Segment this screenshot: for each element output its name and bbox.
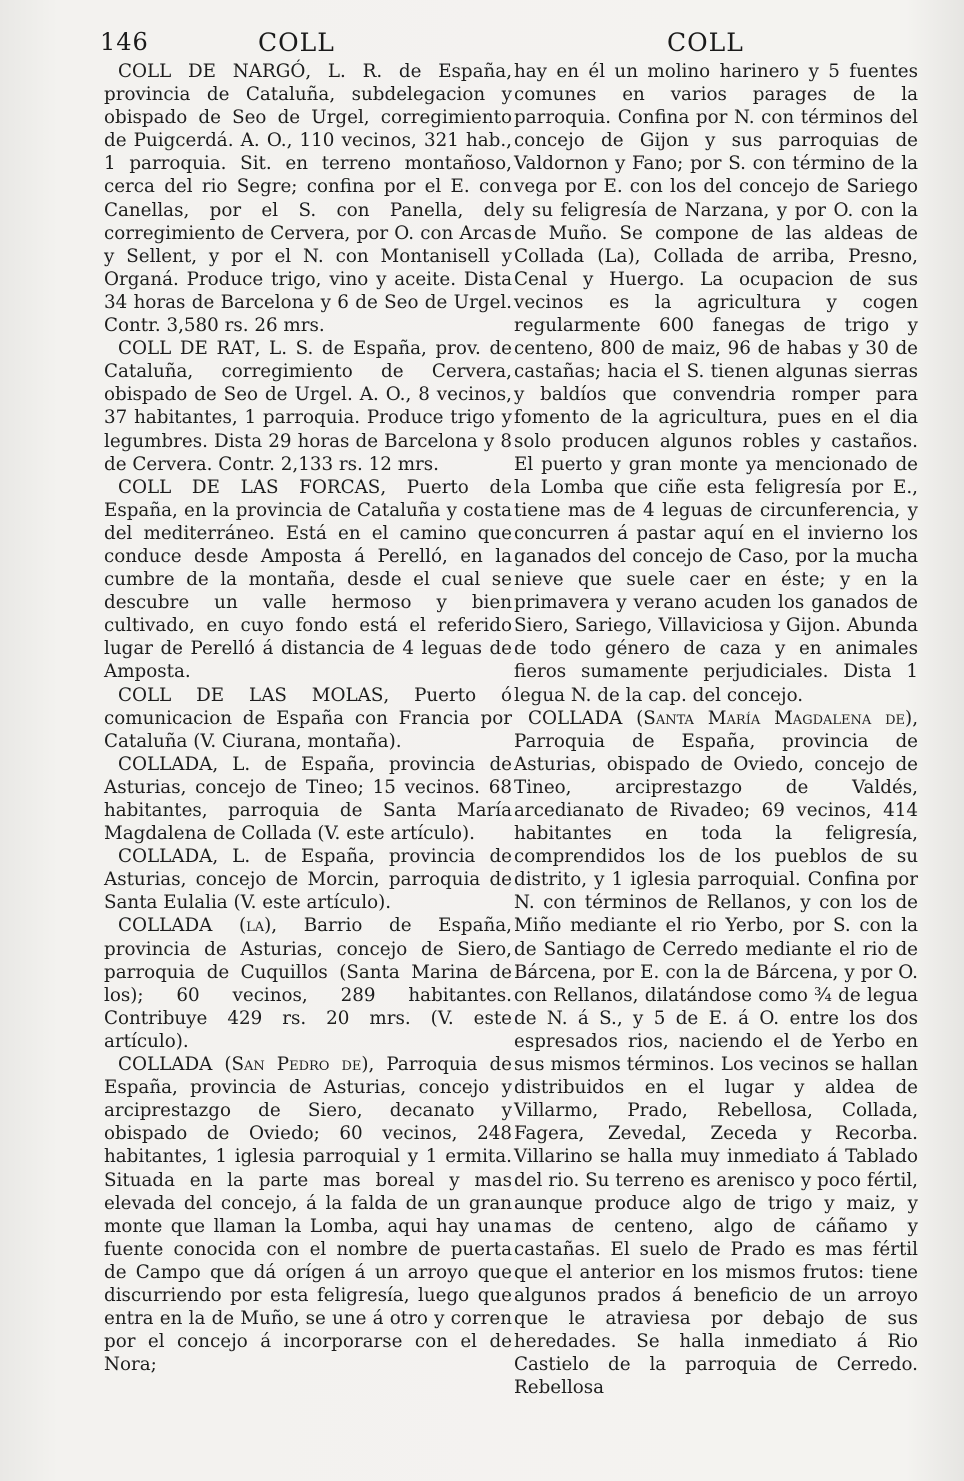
dictionary-entry bbox=[514, 707, 918, 1400]
entry-text: , L. S. de España, prov. de Cataluña, corregimiento de Cervera, obispado de Seo de Urgel. A. O., 8 vecinos, 37 habitantes, 1 parroquia. Produce trigo y legumbres. Dista 29 horas de Barcelona y 8 de Cervera. Contr. 2,133 rs. 12 mrs. bbox=[104, 338, 512, 475]
entry-headword: COLLADA bbox=[118, 753, 213, 775]
entry-headword: COLL DE NARGÓ bbox=[118, 61, 306, 82]
entry-headword: COLLADA bbox=[118, 846, 213, 868]
dictionary-entry bbox=[104, 753, 512, 845]
entry-headword: COLLADA (la) bbox=[118, 915, 272, 937]
entry-text: , L. de España, provincia de Asturias, concejo de Morcin, parroquia de Santa Eulalia (V. este artículo). bbox=[104, 846, 512, 914]
entry-text: , Parroquia de España, provincia de Asturias, obispado de Oviedo, concejo de Tineo, arciprestazgo de Valdés, arcedianato de Rivadeo; 69 vecinos, 414 habitantes en toda la feligresía, comprendidos los de los pueblos de su distrito, y 1 iglesia parroquial. Confina por N. con términos de Rellanos, y con los de Miño mediante el rio Yerbo, por S. con la de Santiago de Cerredo mediante el rio de Bárcena, por E. con la de Bárcena, y por O. con Rellanos, dilatándose como ¾ de legua de N. á S., y 5 de E. á O. entre los dos espresados rios, naciendo el de Yerbo en sus mismos términos. Los vecinos se hallan distribuidos en el lugar y aldea de Villarmo, Prado, Rebellosa, Collada, Fagera, Zevedal, Zeceda y Recorba. Villarino se halla muy inmediato á Tablado del rio. Su terreno es arenisco y poco fértil, aunque produce algo de trigo y maiz, y mas de centeno, algo de cáñamo y castañas. El suelo de Prado es mas fértil que el anterior en los mismos frutos: tiene algunos prados á beneficio de un arroyo que le atraviesa por debajo de sus heredades. Se halla inmediato á Rio Castielo de la parroquia de Cerredo. Rebellosa bbox=[514, 707, 918, 1399]
entry-text: , Puerto ó comunicacion de España con Francia por Cataluña (V. Ciurana, montaña). bbox=[104, 684, 512, 752]
right-running-head: COLL bbox=[667, 28, 744, 57]
entry-headword: COLL DE LAS MOLAS bbox=[118, 684, 384, 706]
left-column bbox=[104, 60, 512, 1376]
dictionary-entry bbox=[104, 845, 512, 914]
dictionary-entry bbox=[104, 60, 512, 337]
entry-text: , Puerto de España, en la provincia de Cataluña y costa del mediterráneo. Está en el camino que conduce desde Amposta á Perelló, en la cumbre de la montaña, desde el cual se descubre un valle hermoso y bien cultivado, en cuyo fondo está el referido lugar de Perelló á distancia de 4 leguas de Amposta. bbox=[104, 476, 512, 683]
running-header bbox=[0, 26, 964, 60]
dictionary-entry bbox=[104, 476, 512, 684]
entry-headword: COLLADA (San Pedro de) bbox=[118, 1054, 369, 1076]
dictionary-entry-continued bbox=[514, 60, 918, 707]
page-number: 146 bbox=[100, 28, 149, 56]
entry-headword: COLL DE LAS FORCAS bbox=[118, 476, 381, 498]
entry-text: hay en él un molino harinero y 5 fuentes comunes en varios parages de la parroquia. Confina por N. con términos del concejo de Gijon y sus parroquias de Valdornon y Fano; por S. con término de la vega por E. con los del concejo de Sariego y su feligresía de Narzana, y por O. con la de Muño. Se compone de las aldeas de Collada (La), Collada de arriba, Presno, Cenal y Huergo. La ocupacion de sus vecinos es la agricultura y cogen regularmente 600 fanegas de trigo y centeno, 800 de maiz, 96 de habas y 30 de castañas; hacia el S. tienen algunas sierras y baldíos que convendria romper para fomento de la agricultura, pues en el dia solo producen algunos robles y castaños. El puerto y gran monte ya mencionado de la Lomba que ciñe esta feligresía por E., tiene mas de 4 leguas de circunferencia, y concurren á pastar aquí en el invierno los ganados del concejo de Caso, por la mucha nieve que suele caer en éste; y en la primavera y verano acuden los ganados de Siero, Sariego, Villaviciosa y Gijon. Abunda de todo género de caza y en animales fieros sumamente perjudiciales. Dista 1 legua N. de la cap. del concejo. bbox=[514, 61, 918, 706]
entry-text: , L. R. de España, provincia de Cataluña, subdelegacion y obispado de Seo de Urgel, corregimiento de Puigcerdá. A. O., 110 vecinos, 321 hab., 1 parroquia. Sit. en terreno montañoso, cerca del rio Segre; confina por el E. con Canellas, por el S. con Panella, del corregimiento de Cervera, por O. con Arcas y Sellent, y por el N. con Montanisell y Organá. Produce trigo, vino y aceite. Dista 34 horas de Barcelona y 6 de Seo de Urgel. Contr. 3,580 rs. 26 mrs. bbox=[104, 61, 513, 337]
entry-text: , Barrio de España, provincia de Asturias, concejo de Siero, parroquia de Cuquillos (Santa Marina de los); 60 vecinos, 289 habitantes. Contribuye 429 rs. 20 mrs. (V. este artículo). bbox=[104, 915, 512, 1052]
left-running-head: COLL bbox=[258, 28, 335, 57]
entry-text: , Parroquia de España, provincia de Asturias, concejo y arciprestazgo de Siero, decanato y obispado de Oviedo; 60 vecinos, 248 habitantes, 1 iglesia parroquial y 1 ermita. Situada en la parte mas boreal y mas elevada del concejo, á la falda de un gran monte que llaman la Lomba, aqui hay una fuente conocida con el nombre de puerta de Campo que dá orígen á un arroyo que discurriendo por esta feligresía, luego que entra en la de Muño, se une á otro y corren por el concejo á incorporarse con el de Nora; bbox=[104, 1054, 513, 1376]
right-column bbox=[514, 60, 918, 1399]
entry-headword: COLLADA (Santa María Magdalena de) bbox=[528, 707, 913, 729]
dictionary-entry bbox=[104, 337, 512, 476]
dictionary-entry bbox=[104, 914, 512, 1053]
entry-headword: COLL DE RAT bbox=[118, 338, 255, 360]
entry-text: , L. de España, provincia de Asturias, concejo de Tineo; 15 vecinos. 68 habitantes, parroquia de Santa María Magdalena de Collada (V. este artículo). bbox=[104, 753, 512, 845]
dictionary-entry bbox=[104, 684, 512, 753]
dictionary-entry bbox=[104, 1053, 512, 1376]
